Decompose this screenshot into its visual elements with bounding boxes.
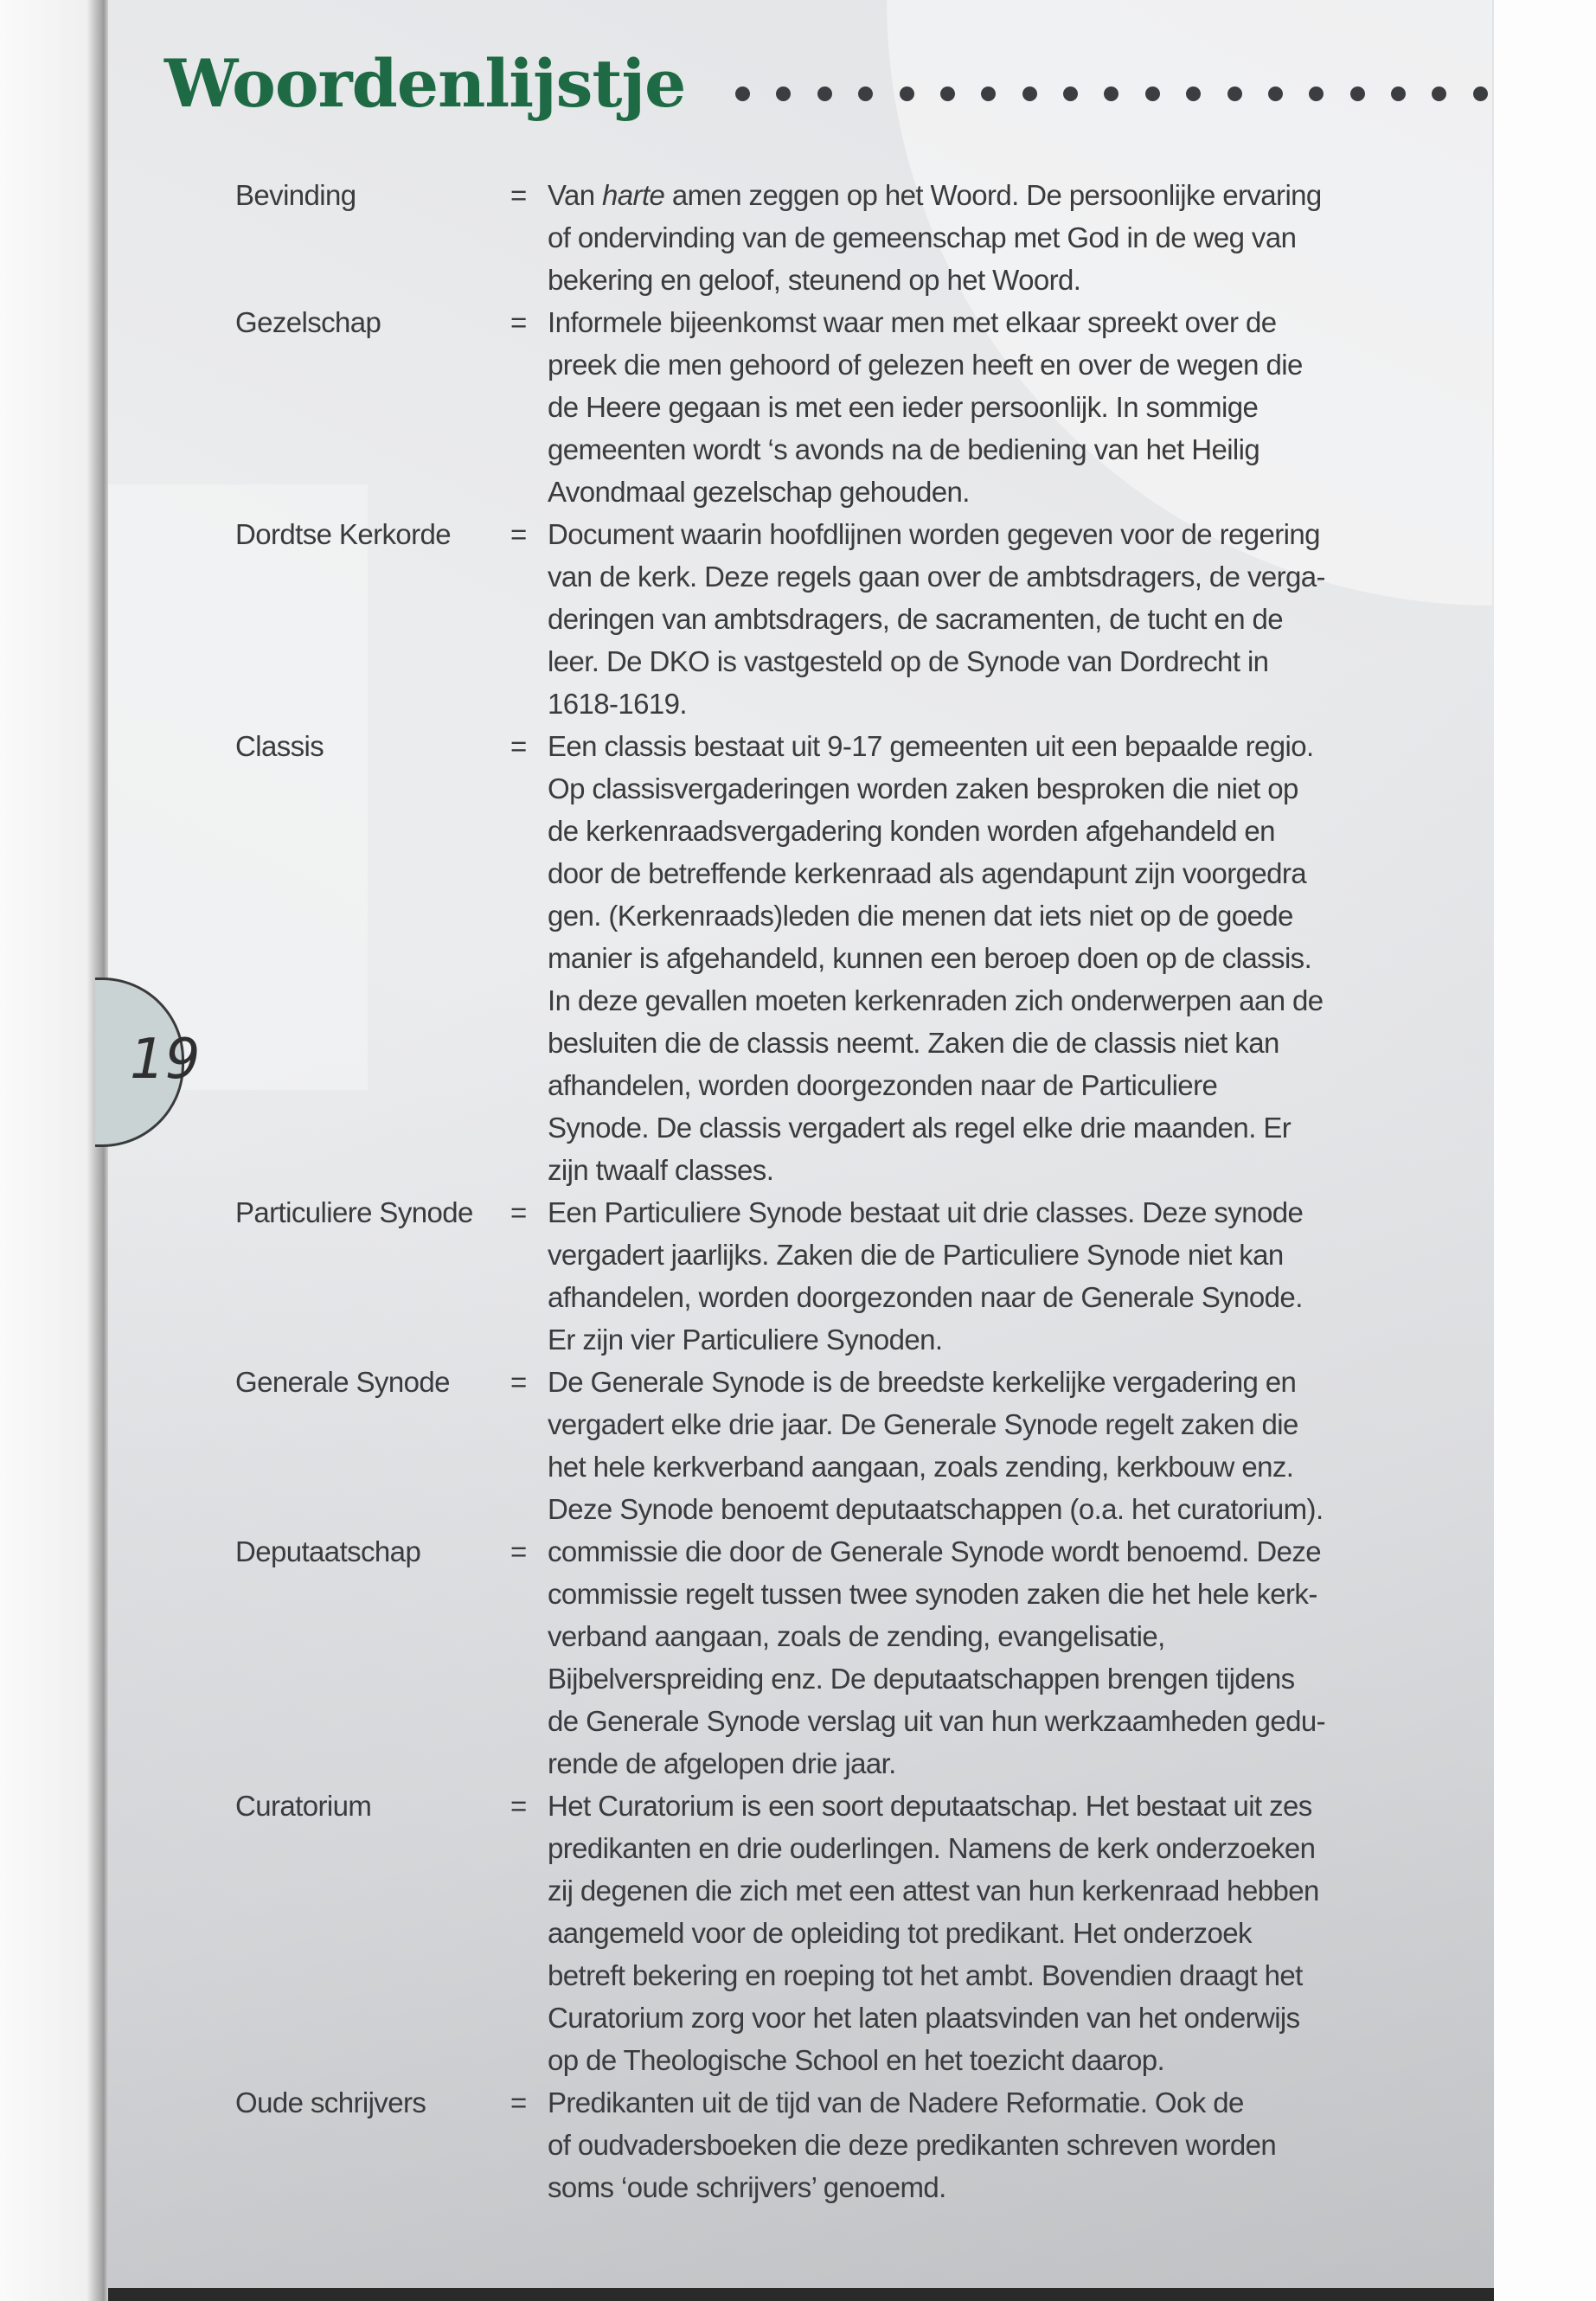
definition-line: de kerkenraadsvergadering konden worden afgehandeld en	[548, 815, 1275, 847]
definition-line: Document waarin hoofdlijnen worden gegeven voor de regering	[548, 518, 1320, 550]
definition-line: Bijbelverspreiding enz. De deputaatschappen brengen tijdens	[548, 1663, 1295, 1695]
definition-line: Deze Synode benoemt deputaatschappen (o.a. het curatorium).	[548, 1493, 1324, 1525]
glossary-entry	[0, 301, 1325, 513]
dot-icon	[1473, 87, 1488, 101]
dot-icon	[1391, 87, 1406, 101]
definition-line: of oudvadersboeken die deze predikanten schreven worden	[548, 2129, 1277, 2161]
definition-line: Het Curatorium is een soort deputaatschap. Het bestaat uit zes	[548, 1790, 1312, 1822]
definition-text: amen zeggen op het Woord. De persoonlijke ervaring	[664, 179, 1322, 211]
definition-line: de Heere gegaan is met een ieder persoonlijk. In sommige	[548, 391, 1259, 423]
definition-line: Avondmaal gezelschap gehouden.	[548, 476, 970, 508]
definition-line: rende de afgelopen drie jaar.	[548, 1747, 896, 1779]
dot-icon	[1022, 87, 1037, 101]
definition-line: vergadert elke drie jaar. De Generale Synode regelt zaken die	[548, 1408, 1298, 1440]
definition-line: manier is afgehandeld, kunnen een beroep doen op de classis.	[548, 942, 1312, 974]
equals-sign: =	[510, 730, 527, 762]
definition-line: de Generale Synode verslag uit van hun werkzaamheden gedu-	[548, 1705, 1325, 1737]
page-title: Woordenlijstje	[164, 45, 686, 122]
definition-line: zij degenen die zich met een attest van hun kerkenraad hebben	[548, 1875, 1319, 1907]
dot-icon	[817, 87, 832, 101]
emphasized-word: harte	[602, 179, 665, 211]
definition-line: het hele kerkverband aangaan, zoals zending, kerkbouw enz.	[548, 1451, 1294, 1483]
glossary-entry	[0, 725, 1325, 1191]
glossary-term: Classis	[235, 730, 324, 762]
glossary-entry	[0, 2081, 1325, 2208]
definition-line: Er zijn vier Particuliere Synoden.	[548, 1324, 943, 1356]
definition-line: of ondervinding van de gemeenschap met God in de weg van	[548, 221, 1297, 253]
equals-sign: =	[510, 306, 527, 338]
equals-sign: =	[510, 1366, 527, 1398]
definition-line: Curatorium zorg voor het laten plaatsvinden van het onderwijs	[548, 2002, 1300, 2034]
definition-line: vergadert jaarlijks. Zaken die de Particuliere Synode niet kan	[548, 1239, 1284, 1271]
bottom-edge	[108, 2288, 1494, 2301]
dot-icon	[858, 87, 873, 101]
definition-line: op de Theologische School en het toezicht daarop.	[548, 2044, 1165, 2076]
definition-line: preek die men gehoord of gelezen heeft en over de wegen die	[548, 349, 1303, 381]
dot-icon	[1309, 87, 1324, 101]
definition-line: deringen van ambtsdragers, de sacramenten, de tucht en de	[548, 603, 1284, 635]
glossary-term: Dordtse Kerkorde	[235, 518, 452, 550]
definition-line: leer. De DKO is vastgesteld op de Synode van Dordrecht in	[548, 645, 1269, 677]
definition-line: De Generale Synode is de breedste kerkelijke vergadering en	[548, 1366, 1297, 1398]
dot-icon	[1104, 87, 1118, 101]
dot-icon	[940, 87, 955, 101]
definition-line: afhandelen, worden doorgezonden naar de Particuliere	[548, 1069, 1218, 1101]
definition-line: Op classisvergaderingen worden zaken besproken die niet op	[548, 772, 1298, 804]
equals-sign: =	[510, 1790, 527, 1822]
glossary-term: Gezelschap	[235, 306, 381, 338]
glossary-entry	[0, 1785, 1325, 2081]
definition-text: Van	[548, 179, 603, 211]
definition-line: zijn twaalf classes.	[548, 1154, 774, 1186]
definition-line: betreft bekering en roeping tot het ambt. Bovendien draagt het	[548, 1959, 1303, 1991]
glossary-entry	[0, 1191, 1325, 1361]
glossary-term: Oude schrijvers	[235, 2086, 426, 2118]
glossary-entry	[0, 1530, 1325, 1785]
dot-icon	[1350, 87, 1365, 101]
glossary-entry	[0, 174, 1325, 301]
definition-line: Predikanten uit de tijd van de Nadere Reformatie. Ook de	[548, 2086, 1244, 2118]
dot-icon	[1432, 87, 1446, 101]
glossary-entry	[0, 1361, 1325, 1530]
definition-line: verband aangaan, zoals de zending, evangelisatie,	[548, 1620, 1165, 1652]
dot-icon	[735, 87, 750, 101]
definition-line	[548, 174, 1325, 216]
title-dot-leader	[735, 87, 1488, 104]
definition-line: besluiten die de classis neemt. Zaken die de classis niet kan	[548, 1027, 1279, 1059]
dot-icon	[1227, 87, 1242, 101]
definition-line: Synode. De classis vergadert als regel elke drie maanden. Er	[548, 1112, 1292, 1144]
glossary-term: Generale Synode	[235, 1366, 450, 1398]
glossary-term: Curatorium	[235, 1790, 372, 1822]
equals-sign: =	[510, 179, 527, 211]
glossary-entry	[0, 513, 1325, 725]
dot-icon	[981, 87, 996, 101]
equals-sign: =	[510, 1535, 527, 1567]
definition-line: door de betreffende kerkenraad als agendapunt zijn voorgedra	[548, 857, 1307, 889]
definition-line: Een Particuliere Synode bestaat uit drie classes. Deze synode	[548, 1196, 1304, 1228]
equals-sign: =	[510, 2086, 527, 2118]
definition-line: commissie regelt tussen twee synoden zaken die het hele kerk-	[548, 1578, 1317, 1610]
dot-icon	[1063, 87, 1078, 101]
glossary-term: Particuliere Synode	[235, 1196, 473, 1228]
definition-line: predikanten en drie ouderlingen. Namens de kerk onderzoeken	[548, 1832, 1316, 1864]
glossary-list	[0, 174, 1325, 2208]
dot-icon	[900, 87, 914, 101]
page-right-margin	[1494, 0, 1596, 2301]
equals-sign: =	[510, 518, 527, 550]
definition-line: In deze gevallen moeten kerkenraden zich onderwerpen aan de	[548, 984, 1324, 1016]
dot-icon	[1186, 87, 1201, 101]
definition-line: commissie die door de Generale Synode wordt benoemd. Deze	[548, 1535, 1321, 1567]
definition-line: aangemeld voor de opleiding tot predikant. Het onderzoek	[548, 1917, 1252, 1949]
definition-line: gen. (Kerkenraads)leden die menen dat iets niet op de goede	[548, 900, 1293, 932]
definition-line: soms ‘oude schrijvers’ genoemd.	[548, 2171, 946, 2203]
page-number: 19	[130, 1028, 201, 1092]
definition-line: afhandelen, worden doorgezonden naar de Generale Synode.	[548, 1281, 1303, 1313]
definition-line: 1618-1619.	[548, 688, 687, 720]
definition-line: van de kerk. Deze regels gaan over de ambtsdragers, de verga-	[548, 561, 1325, 593]
dot-icon	[1268, 87, 1283, 101]
definition-line: bekering en geloof, steunend op het Woord.	[548, 264, 1081, 296]
dot-icon	[776, 87, 791, 101]
definition-line: gemeenten wordt ‘s avonds na de bediening van het Heilig	[548, 433, 1260, 465]
dot-icon	[1145, 87, 1160, 101]
equals-sign: =	[510, 1196, 527, 1228]
glossary-term: Deputaatschap	[235, 1535, 421, 1567]
definition-line: Een classis bestaat uit 9-17 gemeenten uit een bepaalde regio.	[548, 730, 1314, 762]
definition-line: Informele bijeenkomst waar men met elkaar spreekt over de	[548, 306, 1277, 338]
glossary-term: Bevinding	[235, 179, 356, 211]
